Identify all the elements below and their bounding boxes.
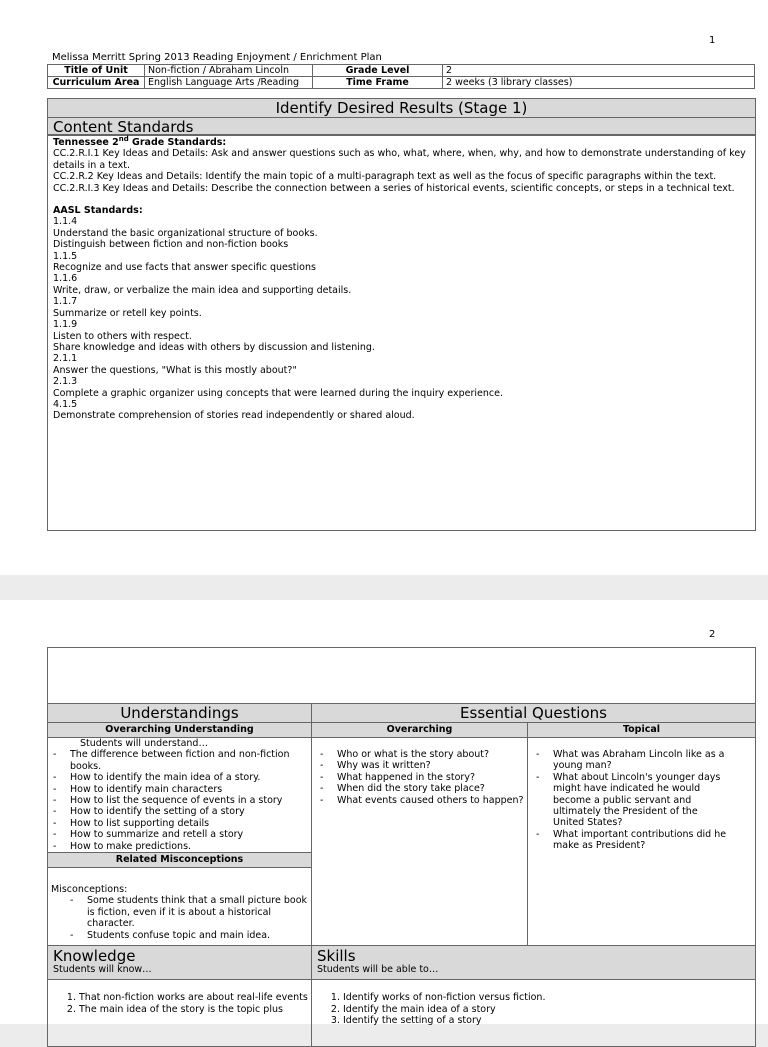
overarching-understanding-label: Overarching Understanding (48, 723, 312, 738)
aasl-line: Recognize and use facts that answer specific questions (53, 262, 316, 274)
topical-question: - What important contributions did he make as President? (531, 829, 727, 852)
aasl-line: 2.1.1 (53, 353, 78, 365)
understandings-title: Understandings (48, 704, 312, 723)
skills-subtitle: Students will be able to… (317, 964, 439, 976)
document-header: Melissa Merritt Spring 2013 Reading Enjoyment / Enrichment Plan (52, 52, 382, 63)
overarching-question: - What happened in the story? (315, 772, 524, 783)
title-of-unit-label: Title of Unit (48, 65, 145, 77)
skills-item: 3. Identify the setting of a story (343, 1015, 752, 1026)
tn-standard: CC.2.R.I.1 Key Ideas and Details: Ask and answer questions such as who, what, where, when, why, and how to demonstrate understanding of key details in a text. (53, 148, 746, 171)
misconception-item: - Some students think that a small picture book is fiction, even if it is about a historical character. (65, 895, 308, 929)
overarching-question: - What events caused others to happen? (315, 795, 524, 806)
understanding-item: - How to identify main characters (48, 784, 308, 795)
aasl-line: 1.1.7 (53, 296, 78, 308)
page-number: 1 (709, 35, 716, 46)
aasl-line: Complete a graphic organizer using concepts that were learned during the inquiry experience. (53, 387, 503, 399)
aasl-line: 4.1.5 (53, 398, 78, 410)
tn-standard: CC.2.R.I.3 Key Ideas and Details: Describe the connection between a series of historical events, scientific concepts, or steps in a technical text. (53, 182, 735, 194)
knowledge-item: 1. That non-fiction works are about real-life events (79, 992, 308, 1003)
understanding-item: - How to make predictions. (48, 841, 308, 852)
stage-title: Identify Desired Results (Stage 1) (47, 98, 756, 119)
understanding-item: - The difference between fiction and non-fiction books. (48, 749, 308, 772)
overarching-questions-cell (312, 738, 528, 946)
knowledge-item: 2. The main idea of the story is the topic plus (79, 1004, 308, 1015)
understandings-table (47, 703, 756, 1047)
aasl-line: 1.1.5 (53, 250, 78, 262)
understanding-item: - How to summarize and retell a story (48, 829, 308, 840)
aasl-line: 1.1.4 (53, 216, 78, 228)
skills-cell (312, 980, 756, 1047)
overarching-question: - Why was it written? (315, 760, 524, 771)
empty-header-box (47, 647, 756, 705)
aasl-line: 1.1.9 (53, 319, 78, 331)
curriculum-area-value: English Language Arts /Reading (145, 77, 313, 89)
skills-item: 1. Identify works of non-fiction versus fiction. (343, 992, 752, 1003)
aasl-line: 1.1.6 (53, 273, 78, 285)
aasl-line: Summarize or retell key points. (53, 307, 202, 319)
aasl-line: Share knowledge and ideas with others by discussion and listening. (53, 341, 375, 353)
curriculum-area-label: Curriculum Area (48, 77, 145, 89)
skills-title: Skills (317, 947, 356, 966)
aasl-line: Understand the basic organizational structure of books. (53, 227, 318, 239)
unit-info-table (47, 64, 755, 89)
understandings-cell (48, 738, 312, 946)
overarching-question: - When did the story take place? (315, 783, 524, 794)
page-number: 2 (709, 629, 716, 640)
topical-question: - What about Lincoln's younger days might have indicated he would become a public servant and ultimately the President of the United States? (531, 772, 727, 829)
content-standards-title: Content Standards (47, 117, 756, 135)
time-frame-value: 2 weeks (3 library classes) (443, 77, 755, 89)
tn-standards-heading: Tennessee 2nd Grade Standards: (53, 134, 227, 148)
knowledge-header (48, 946, 312, 980)
understanding-item: - How to list supporting details (48, 818, 308, 829)
aasl-line: Listen to others with respect. (53, 330, 192, 342)
misconception-item: - Students confuse topic and main idea. (65, 930, 308, 941)
aasl-heading: AASL Standards: (53, 205, 143, 217)
skills-item: 2. Identify the main idea of a story (343, 1004, 752, 1015)
misconceptions-label: Related Misconceptions (48, 852, 311, 868)
grade-level-label: Grade Level (313, 65, 443, 77)
title-of-unit-value: Non-fiction / Abraham Lincoln (145, 65, 313, 77)
understanding-item: - How to list the sequence of events in a story (48, 795, 308, 806)
aasl-line: Distinguish between fiction and non-fiction books (53, 239, 289, 251)
standards-box (47, 135, 756, 531)
knowledge-subtitle: Students will know… (53, 964, 152, 976)
knowledge-title: Knowledge (53, 947, 136, 966)
grade-level-value: 2 (443, 65, 755, 77)
understanding-item: - How to identify the setting of a story (48, 806, 308, 817)
understanding-item: - How to identify the main idea of a story. (48, 772, 308, 783)
topical-label: Topical (528, 723, 756, 738)
overarching-label: Overarching (312, 723, 528, 738)
aasl-line: Answer the questions, "What is this mostly about?" (53, 364, 297, 376)
aasl-line: Demonstrate comprehension of stories read independently or shared aloud. (53, 410, 415, 422)
overarching-question: - Who or what is the story about? (315, 749, 524, 760)
misconceptions-intro: Misconceptions: (51, 884, 128, 896)
essential-questions-title: Essential Questions (312, 704, 756, 723)
students-will-understand: Students will understand… (80, 738, 208, 749)
aasl-line: 2.1.3 (53, 376, 78, 388)
skills-header (312, 946, 756, 980)
time-frame-label: Time Frame (313, 77, 443, 89)
tn-standard: CC.2.R.2 Key Ideas and Details: Identify the main topic of a multi-paragraph text as well as the focus of specific paragraphs within the text. (53, 171, 717, 183)
aasl-line: Write, draw, or verbalize the main idea and supporting details. (53, 284, 352, 296)
knowledge-cell (48, 980, 312, 1047)
topical-questions-cell (528, 738, 756, 946)
topical-question: - What was Abraham Lincoln like as a young man? (531, 749, 727, 772)
